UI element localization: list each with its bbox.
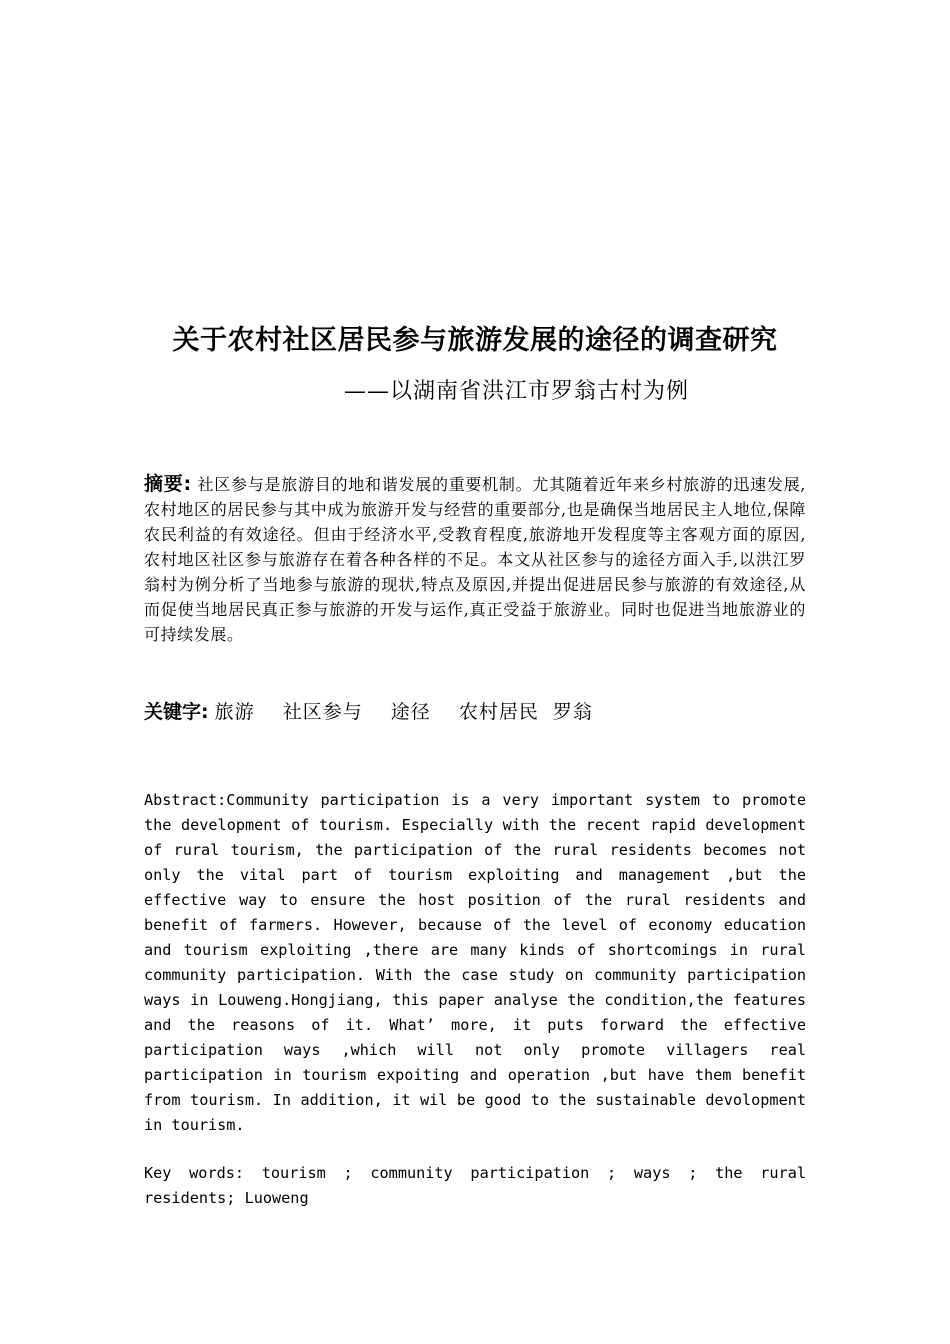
english-abstract-label: Abstract: <box>144 791 227 809</box>
paper-subtitle: ——以湖南省洪江市罗翁古村为例 <box>344 379 690 404</box>
english-keywords <box>144 1161 806 1211</box>
chinese-keyword: 社区参与 <box>282 701 363 723</box>
chinese-keyword: 罗翁 <box>552 701 593 723</box>
english-keywords-label: Key words <box>144 1164 235 1182</box>
paper-title: 关于农村社区居民参与旅游发展的途径的调查研究 <box>172 325 778 356</box>
chinese-keywords-label: 关键字: <box>144 701 209 723</box>
english-abstract-text: Community participation is a very important system to promote the development of tourism. Especially with the recent rapid development of rural tourism, the participation of the rural residents becomes not only the vital part of tourism exploiting and management ,but the effective way to ensure the host position of the rural residents and benefit of farmers. However, because of the level of economy education and tourism exploiting ,there are many kinds of shortcomings in rural community participation. With the case study on community participation ways in Louweng.Hongjiang, this paper analyse the condition,the features and the reasons of it. What’ more, it puts forward the effective participation ways ,which will not only promote villagers real participation in tourism expoiting and operation ,but have them benefit from tourism. In addition, it wil be good to the sustainable devolopment in tourism. <box>144 791 806 1134</box>
chinese-abstract <box>144 472 806 647</box>
english-keywords-text: : tourism ; community participation ; ways ; the rural residents; Luoweng <box>144 1164 806 1207</box>
chinese-keyword: 旅游 <box>214 701 255 723</box>
chinese-keywords <box>144 697 806 724</box>
chinese-abstract-label: 摘要: <box>144 473 192 495</box>
chinese-abstract-text: 社区参与是旅游目的地和谐发展的重要机制。尤其随着近年来乡村旅游的迅速发展,农村地区的居民参与其中成为旅游开发与经营的重要部分,也是确保当地居民主人地位,保障农民利益的有效途径。但由于经济水平,受教育程度,旅游地开发程度等主客观方面的原因,农村地区社区参与旅游存在着各种各样的不足。本文从社区参与的途径方面入手,以洪江罗翁村为例分析了当地参与旅游的现状,特点及原因,并提出促进居民参与旅游的有效途径,从而促使当地居民真正参与旅游的开发与运作,真正受益于旅游业。同时也促进当地旅游业的可持续发展。 <box>144 475 806 644</box>
chinese-keyword: 农村居民 <box>458 701 539 723</box>
english-abstract <box>144 788 806 1138</box>
chinese-keyword: 途径 <box>390 701 431 723</box>
